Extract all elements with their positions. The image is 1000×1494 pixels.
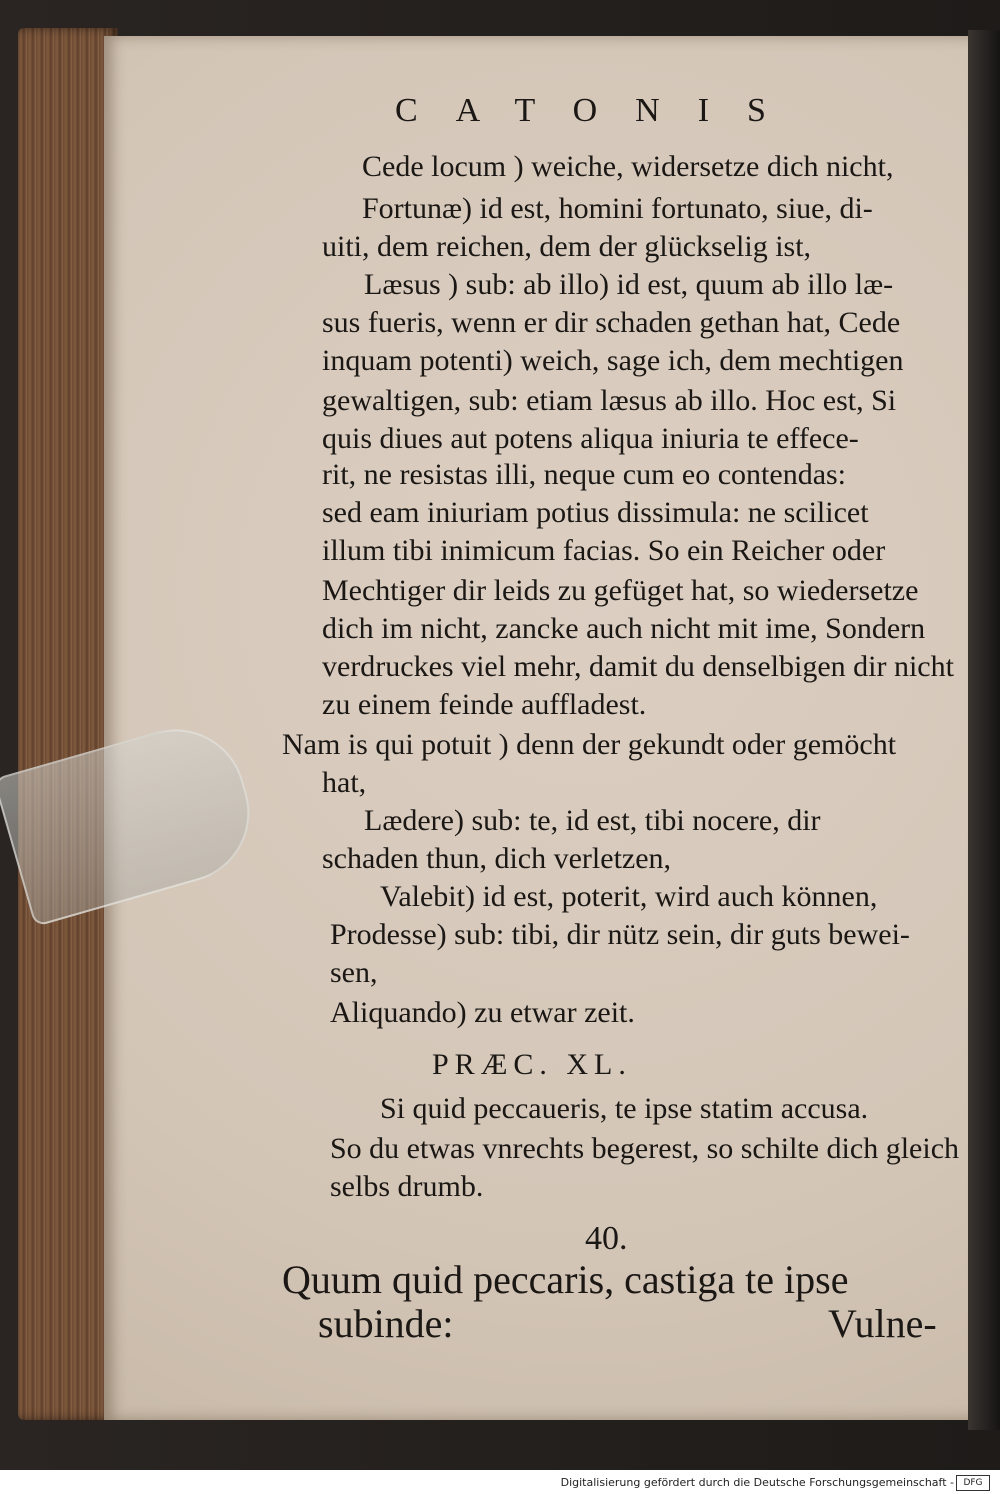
text-line: rit, ne resistas illi, neque cum eo contendas: [322, 458, 847, 491]
text-line: Læsus ) sub: ab illo) id est, quum ab illo læ- [364, 268, 894, 301]
text-line: quis diues aut potens aliqua iniuria te effece- [322, 422, 859, 455]
text-line: So du etwas vnrechts begerest, so schilte dich gleich [330, 1132, 960, 1165]
text-line: schaden thun, dich verletzen, [322, 842, 672, 875]
text-line: zu einem feinde auffladest. [322, 688, 647, 721]
text-line: Nam is qui potuit ) denn der gekundt oder gemöcht [282, 728, 897, 761]
text-line: Aliquando) zu etwar zeit. [330, 996, 635, 1029]
text-line: sed eam iniuriam potius dissimula: ne scilicet [322, 496, 869, 529]
verse-line: subinde: [318, 1301, 454, 1346]
text-line: gewaltigen, sub: etiam læsus ab illo. Hoc est, Si [322, 384, 897, 417]
text-line: selbs drumb. [330, 1170, 484, 1203]
running-header: CATONIS [395, 92, 804, 129]
text-line: inquam potenti) weich, sage ich, dem mechtigen [322, 344, 904, 377]
section-heading: PRÆC. XL. [432, 1048, 632, 1081]
text-line: Mechtiger dir leids zu gefüget hat, so wiedersetze [322, 574, 919, 607]
text-line: illum tibi inimicum facias. So ein Reicher oder [322, 534, 886, 567]
text-line: Fortunæ) id est, homini fortunato, siue, di- [362, 192, 873, 225]
catchword: Vulne- [828, 1301, 937, 1346]
text-line: Valebit) id est, poterit, wird auch können, [380, 880, 878, 913]
dfg-logo: DFG [956, 1475, 990, 1491]
text-line: dich im nicht, zancke auch nicht mit ime, Sondern [322, 612, 926, 645]
book-page-edges [18, 28, 118, 1420]
verse-line: Quum quid peccaris, castiga te ipse [282, 1257, 849, 1302]
text-line: uiti, dem reichen, dem der glückselig ist, [322, 230, 812, 263]
text-line: Si quid peccaueris, te ipse statim accusa. [380, 1092, 869, 1125]
text-line: verdruckes viel mehr, damit du denselbigen dir nicht [322, 650, 954, 683]
text-line: Lædere) sub: te, id est, tibi nocere, dir [364, 804, 821, 837]
page-gutter-shadow [968, 30, 1000, 1430]
text-line: sen, [330, 956, 378, 989]
footer-credit: Digitalisierung gefördert durch die Deutsche Forschungsgemeinschaft - [560, 1476, 954, 1489]
text-line: hat, [322, 766, 367, 799]
verse-number: 40. [585, 1220, 628, 1257]
text-line: Cede locum ) weiche, widersetze dich nicht, [362, 150, 894, 183]
text-line: sus fueris, wenn er dir schaden gethan hat, Cede [322, 306, 901, 339]
text-line: Prodesse) sub: tibi, dir nütz sein, dir guts bewei- [330, 918, 910, 951]
